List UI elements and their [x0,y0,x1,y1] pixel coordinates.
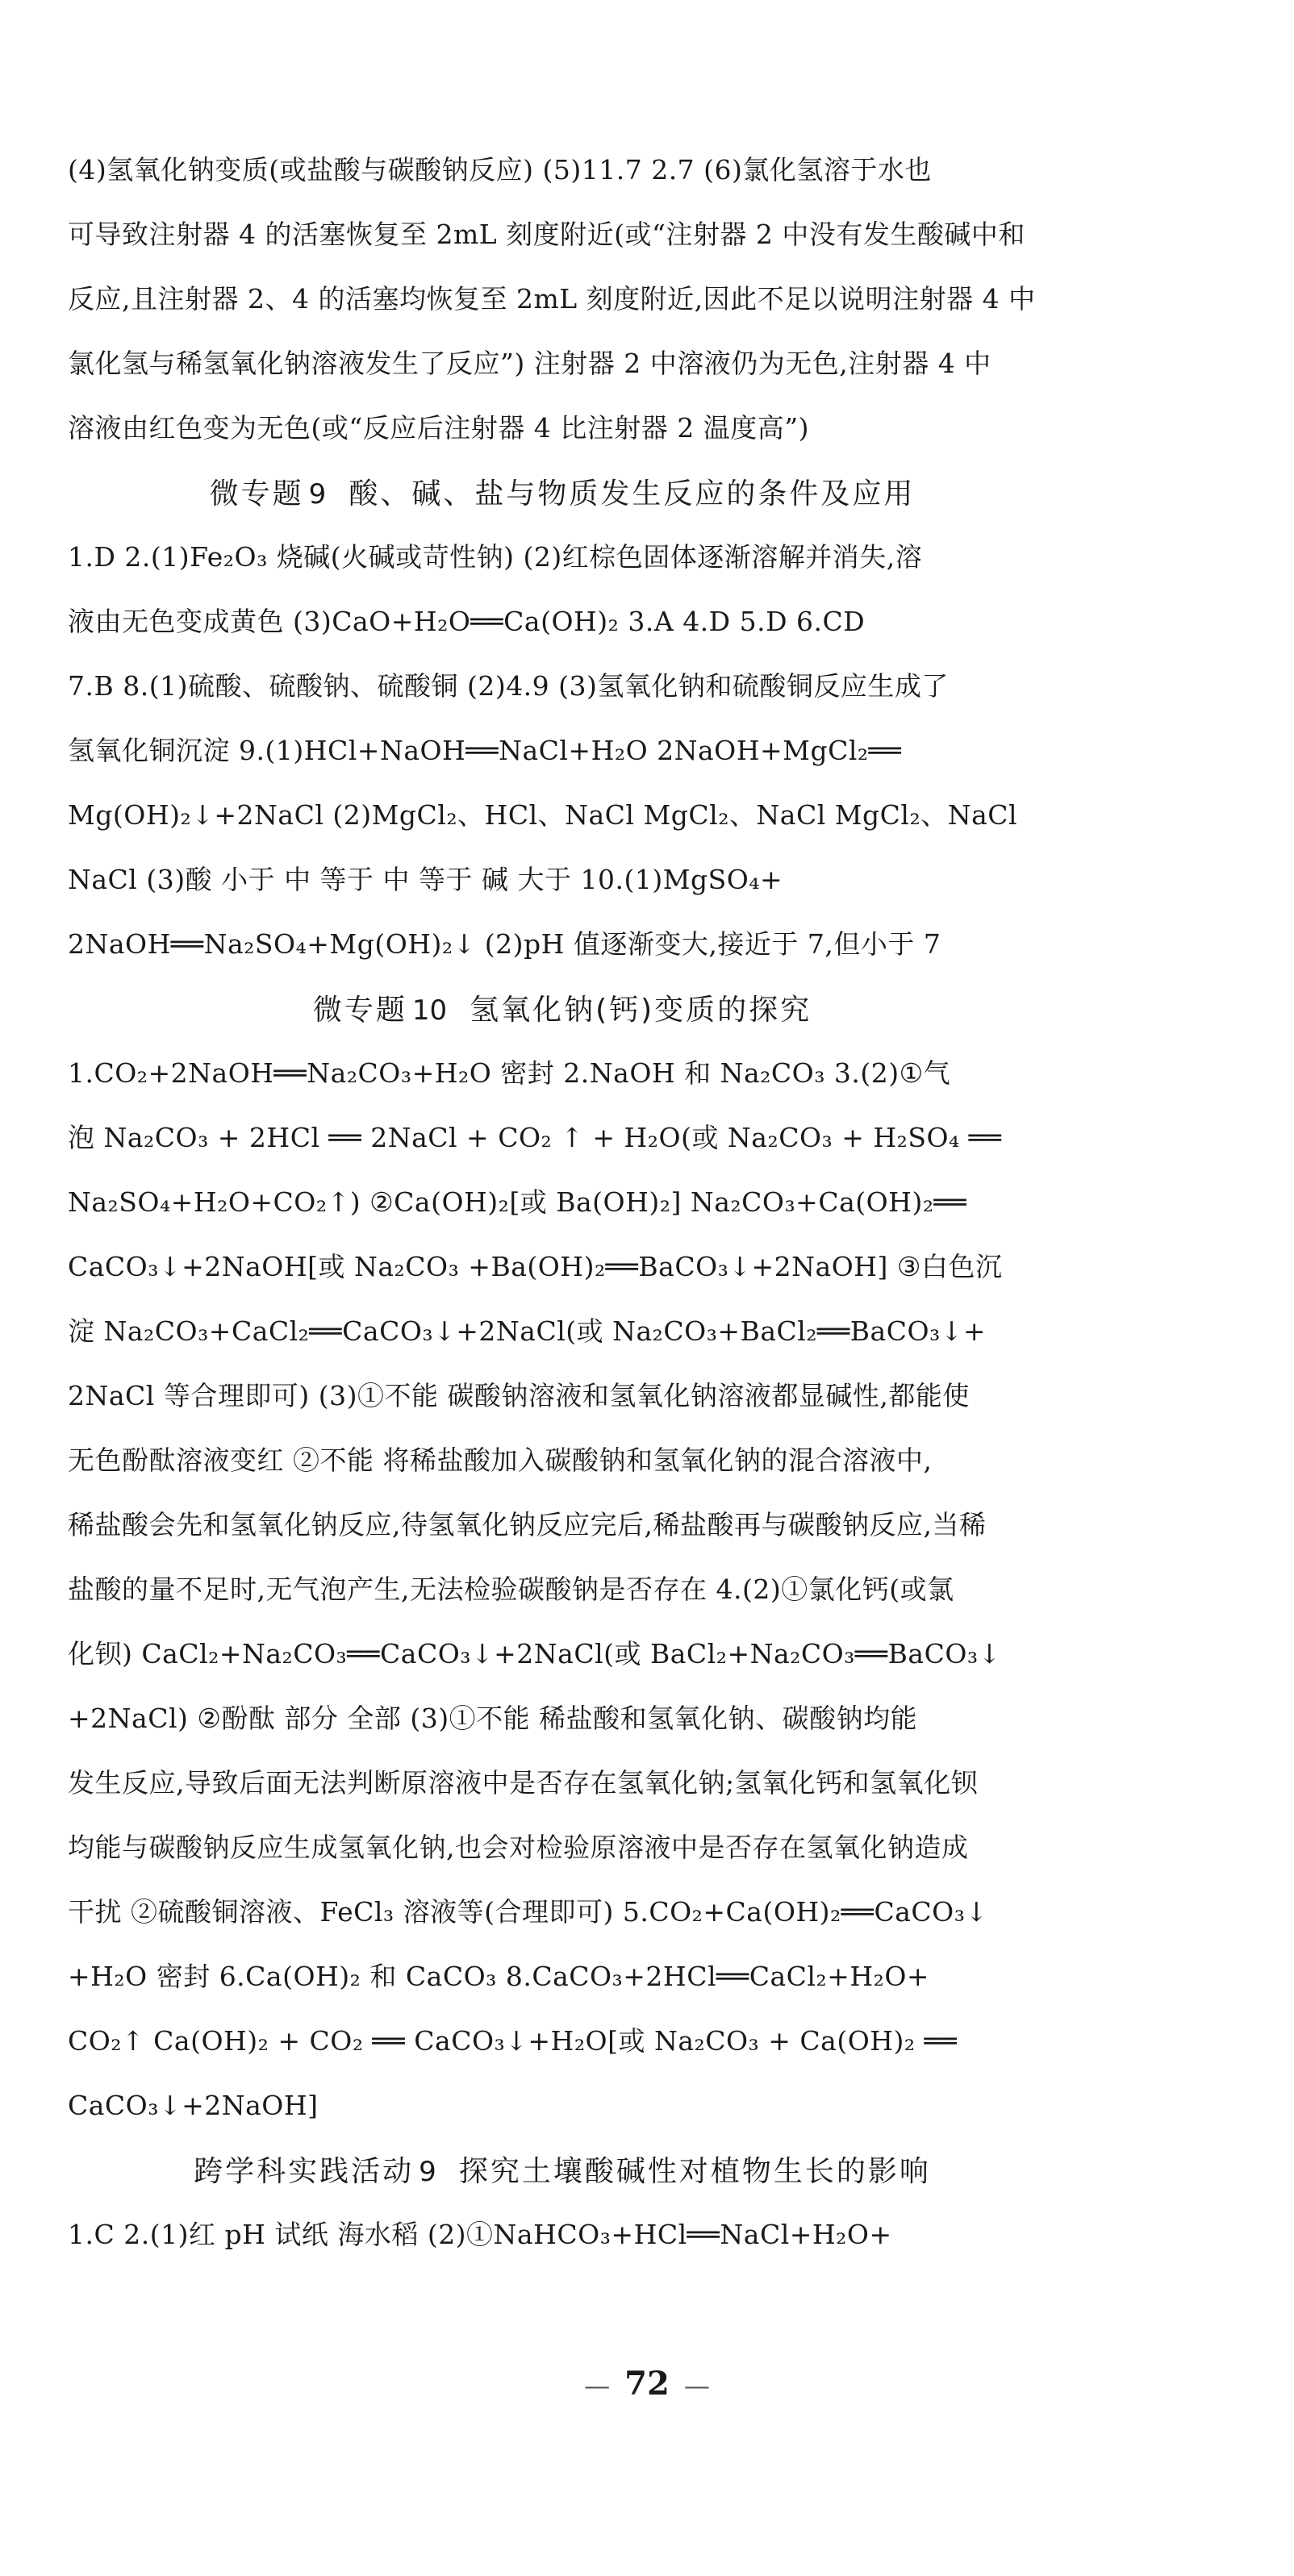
section-heading [68,992,1057,1029]
section-heading-text: 探究土壤酸碱性对植物生长的影响 [458,2155,931,2188]
text-line: 1.CO₂+2NaOH══Na₂CO₃+H₂O 密封 2.NaOH 和 Na₂CO₃ 3.(2)①气 [68,1057,951,1089]
text-line: 均能与碳酸钠反应生成氢氧化钠,也会对检验原溶液中是否存在氢氧化钠造成 [68,1832,969,1863]
section-heading-number: 10 [411,994,448,1027]
section-heading-number: 9 [308,478,327,511]
text-line: 2NaOH══Na₂SO₄+Mg(OH)₂↓ (2)pH 值逐渐变大,接近于 7,但小于 7 [68,928,941,960]
section-heading [68,476,1057,513]
footer-rule-right: — [683,2370,710,2401]
text-line: 发生反应,导致后面无法判断原溶液中是否存在氢氧化钠;氢氧化钙和氢氧化钡 [68,1767,979,1799]
section-heading-title: 微专题 [209,477,304,511]
text-line: NaCl (3)酸 小于 中 等于 中 等于 碱 大于 10.(1)MgSO₄+ [68,864,783,895]
section-heading-title: 跨学科实践活动 [194,2155,415,2188]
section-heading-text: 氢氧化钠(钙)变质的探究 [470,994,812,1027]
text-line: 溶液由红色变为无色(或“反应后注射器 4 比注射器 2 温度高”) [68,412,809,444]
text-line: CaCO₃↓+2NaOH] [68,2090,319,2121]
answer-text-body [68,153,1057,2282]
page-footer [0,2365,1294,2403]
text-line: (4)氢氧化钠变质(或盐酸与碳酸钠反应) (5)11.7 2.7 (6)氯化氢溶于水也 [68,154,932,185]
text-line: 2NaCl 等合理即可) (3)①不能 碳酸钠溶液和氢氧化钠溶液都显碱性,都能使 [68,1380,970,1411]
text-line: Na₂SO₄+H₂O+CO₂↑) ②Ca(OH)₂[或 Ba(OH)₂] Na₂CO₃+Ca(OH)₂══ [68,1186,967,1218]
text-line: CO₂↑ Ca(OH)₂ + CO₂ ══ CaCO₃↓+H₂O[或 Na₂CO₃ + Ca(OH)₂ ══ [68,2025,958,2057]
section-heading-number: 9 [419,2156,436,2188]
text-line: 反应,且注射器 2、4 的活塞均恢复至 2mL 刻度附近,因此不足以说明注射器 4 中 [68,283,1036,315]
text-line: +2NaCl) ②酚酞 部分 全部 (3)①不能 稀盐酸和氢氧化钠、碳酸钠均能 [68,1703,918,1734]
text-line: 1.D 2.(1)Fe₂O₃ 烧碱(火碱或苛性钠) (2)红棕色固体逐渐溶解并消失,溶 [68,541,923,573]
text-line: 干扰 ②硫酸铜溶液、FeCl₃ 溶液等(合理即可) 5.CO₂+Ca(OH)₂══CaCO₃↓ [68,1896,988,1928]
text-line: Mg(OH)₂↓+2NaCl (2)MgCl₂、HCl、NaCl MgCl₂、NaCl MgCl₂、NaCl [68,799,1018,831]
text-line: 稀盐酸会先和氢氧化钠反应,待氢氧化钠反应完后,稀盐酸再与碳酸钠反应,当稀 [68,1509,987,1540]
text-line: 氯化氢与稀氢氧化钠溶液发生了反应”) 注射器 2 中溶液仍为无色,注射器 4 中 [68,348,991,379]
page-number: 72 [624,2365,670,2403]
text-line: 1.C 2.(1)红 pH 试纸 海水稻 (2)①NaHCO₃+HCl══NaCl+H₂O+ [68,2219,892,2250]
text-line: 液由无色变成黄色 (3)CaO+H₂O══Ca(OH)₂ 3.A 4.D 5.D 6.CD [68,606,866,637]
text-line: 7.B 8.(1)硫酸、硫酸钠、硫酸铜 (2)4.9 (3)氢氧化钠和硫酸铜反应生成了 [68,670,949,702]
text-line: 无色酚酞溶液变红 ②不能 将稀盐酸加入碳酸钠和氢氧化钠的混合溶液中, [68,1444,933,1476]
text-line: 可导致注射器 4 的活塞恢复至 2mL 刻度附近(或“注射器 2 中没有发生酸碱中和 [68,219,1025,250]
text-line: 盐酸的量不足时,无气泡产生,无法检验碳酸钠是否存在 4.(2)①氯化钙(或氯 [68,1574,954,1605]
text-line: 化钡) CaCl₂+Na₂CO₃══CaCO₃↓+2NaCl(或 BaCl₂+Na₂CO₃══BaCO₃↓ [68,1638,1001,1669]
section-heading [68,2153,1057,2190]
text-line: CaCO₃↓+2NaOH[或 Na₂CO₃ +Ba(OH)₂══BaCO₃↓+2NaOH] ③白色沉 [68,1251,1003,1282]
text-line: +H₂O 密封 6.Ca(OH)₂ 和 CaCO₃ 8.CaCO₃+2HCl══CaCl₂+H₂O+ [68,1961,930,1992]
section-heading-title: 微专题 [312,994,407,1027]
text-line: 泡 Na₂CO₃ + 2HCl ══ 2NaCl + CO₂ ↑ + H₂O(或 Na₂CO₃ + H₂SO₄ ══ [68,1122,1002,1153]
text-line: 淀 Na₂CO₃+CaCl₂══CaCO₃↓+2NaCl(或 Na₂CO₃+BaCl₂══BaCO₃↓+ [68,1315,987,1347]
text-line: 氢氧化铜沉淀 9.(1)HCl+NaOH══NaCl+H₂O 2NaOH+MgCl₂══ [68,735,902,766]
section-heading-text: 酸、碱、盐与物质发生反应的条件及应用 [349,477,916,511]
footer-rule-left: — [584,2370,611,2401]
